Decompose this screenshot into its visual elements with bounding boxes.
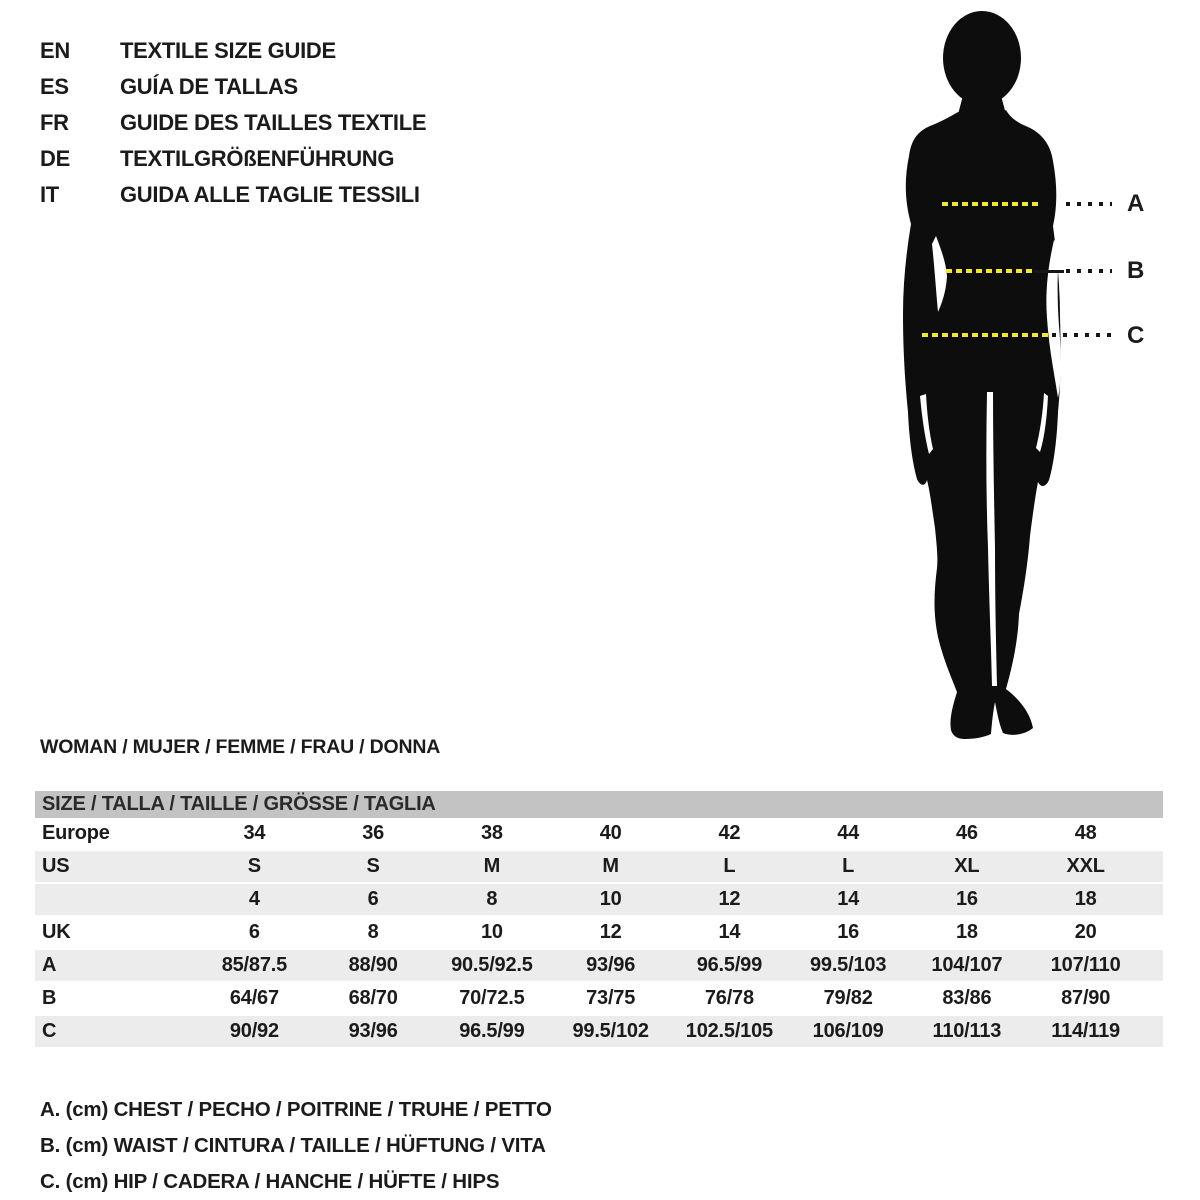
size-table — [35, 791, 1163, 1049]
table-row — [35, 818, 1163, 851]
legend-hip: C. (cm) HIP / CADERA / HANCHE / HÜFTE / HIPS — [40, 1170, 500, 1193]
table-row — [35, 917, 1163, 950]
size-cell: 104/107 — [931, 954, 1003, 976]
size-cell: 64/67 — [229, 987, 279, 1009]
row-label: C — [42, 1020, 57, 1042]
size-cell: 8 — [486, 888, 498, 910]
row-label: B — [42, 987, 57, 1009]
table-row — [35, 950, 1163, 983]
language-title-list — [40, 33, 426, 213]
size-cell: 6 — [248, 921, 260, 943]
chest-label: A — [1127, 190, 1145, 217]
row-label: Europe — [42, 822, 110, 844]
size-cell: 70/72.5 — [459, 987, 525, 1009]
chest-leader-dots — [1066, 202, 1112, 206]
row-values — [195, 855, 1163, 878]
size-cell: 12 — [718, 888, 741, 910]
size-cell: S — [247, 855, 261, 877]
size-cell: 93/96 — [586, 954, 636, 976]
size-cell: 20 — [1074, 921, 1097, 943]
measure-legend — [40, 1092, 552, 1200]
size-cell: 10 — [599, 888, 622, 910]
size-cell: M — [483, 855, 501, 877]
size-cell: 83/86 — [942, 987, 992, 1009]
hip-label: C — [1127, 322, 1145, 349]
size-cell: 18 — [955, 921, 978, 943]
size-cell: 16 — [955, 888, 978, 910]
chest-measure-line — [942, 202, 1040, 206]
size-cell: 16 — [837, 921, 860, 943]
waist-measure-line — [946, 269, 1036, 273]
size-cell: M — [602, 855, 619, 877]
row-values — [195, 888, 1163, 911]
legend-waist: B. (cm) WAIST / CINTURA / TAILLE / HÜFTUNG / VITA — [40, 1134, 546, 1157]
hip-measure-line — [922, 333, 1048, 337]
size-cell: 88/90 — [348, 954, 398, 976]
size-cell: 36 — [362, 822, 385, 844]
gender-heading: WOMAN / MUJER / FEMME / FRAU / DONNA — [40, 736, 441, 758]
size-table-body — [35, 818, 1163, 1049]
size-cell: 93/96 — [348, 1020, 398, 1042]
size-cell: 73/75 — [586, 987, 636, 1009]
size-cell: 76/78 — [704, 987, 754, 1009]
row-label: A — [42, 954, 57, 976]
hip-leader-dots — [1052, 333, 1112, 337]
size-cell: 8 — [367, 921, 379, 943]
table-row — [35, 1016, 1163, 1049]
row-values — [195, 822, 1163, 845]
size-cell: 79/82 — [823, 987, 873, 1009]
size-cell: S — [366, 855, 380, 877]
size-cell: 110/113 — [932, 1020, 1002, 1042]
size-cell: 96.5/99 — [459, 1020, 525, 1042]
size-cell: 40 — [599, 822, 622, 844]
size-cell: 44 — [837, 822, 860, 844]
lang-title: TEXTILE SIZE GUIDE — [120, 38, 336, 63]
lang-code: FR — [40, 110, 69, 135]
size-cell: L — [723, 855, 736, 877]
row-values — [195, 987, 1163, 1010]
lang-row-it — [40, 177, 426, 213]
size-cell: L — [842, 855, 855, 877]
size-cell: 114/119 — [1051, 1020, 1120, 1042]
size-cell: 106/109 — [812, 1020, 884, 1042]
size-cell: XXL — [1066, 855, 1105, 877]
size-cell: 14 — [718, 921, 741, 943]
lang-row-de — [40, 141, 426, 177]
size-cell: 12 — [599, 921, 622, 943]
size-cell: 6 — [367, 888, 379, 910]
lang-title: GUIDE DES TAILLES TEXTILE — [120, 110, 427, 135]
size-cell: 34 — [243, 822, 266, 844]
size-cell: 14 — [837, 888, 860, 910]
lang-code: IT — [40, 182, 59, 207]
size-cell: 46 — [955, 822, 978, 844]
row-values — [195, 921, 1163, 944]
size-cell: 99.5/102 — [572, 1020, 649, 1042]
waist-label: B — [1127, 257, 1145, 284]
lang-row-es — [40, 69, 426, 105]
lang-row-en — [40, 33, 426, 69]
lang-code: ES — [40, 74, 69, 99]
lang-title: GUÍA DE TALLAS — [120, 74, 298, 99]
size-cell: 96.5/99 — [696, 954, 763, 976]
size-cell: 42 — [718, 822, 741, 844]
size-cell: 90.5/92.5 — [451, 954, 533, 976]
table-row — [35, 851, 1163, 884]
waist-leader-solid — [1034, 270, 1064, 273]
lang-code: DE — [40, 146, 70, 171]
size-cell: 85/87.5 — [221, 954, 288, 976]
lang-row-fr — [40, 105, 426, 141]
size-cell: 38 — [480, 822, 503, 844]
size-cell: 68/70 — [348, 987, 398, 1009]
size-cell: 4 — [248, 888, 260, 910]
lang-title: GUIDA ALLE TAGLIE TESSILI — [120, 182, 420, 207]
lang-title: TEXTILGRÖßENFÜHRUNG — [120, 146, 395, 171]
table-row — [35, 884, 1163, 917]
size-cell: 102.5/105 — [685, 1020, 773, 1042]
size-cell: 10 — [480, 921, 503, 943]
size-cell: 90/92 — [229, 1020, 279, 1042]
size-cell: 18 — [1074, 888, 1097, 910]
table-row — [35, 983, 1163, 1016]
row-values — [195, 954, 1163, 977]
size-table-header: SIZE / TALLA / TAILLE / GRÖSSE / TAGLIA — [35, 791, 1163, 818]
woman-silhouette — [860, 0, 1200, 760]
size-cell: 48 — [1074, 822, 1097, 844]
row-label: UK — [42, 921, 71, 943]
size-cell: 107/110 — [1050, 954, 1121, 976]
legend-chest: A. (cm) CHEST / PECHO / POITRINE / TRUHE / PETTO — [40, 1098, 552, 1121]
size-cell: 87/90 — [1061, 987, 1111, 1009]
size-cell: 99.5/103 — [809, 954, 887, 976]
row-values — [195, 1020, 1163, 1043]
lang-code: EN — [40, 38, 70, 63]
row-label: US — [42, 855, 70, 877]
waist-leader-dots — [1066, 269, 1112, 273]
size-cell: XL — [954, 855, 980, 877]
